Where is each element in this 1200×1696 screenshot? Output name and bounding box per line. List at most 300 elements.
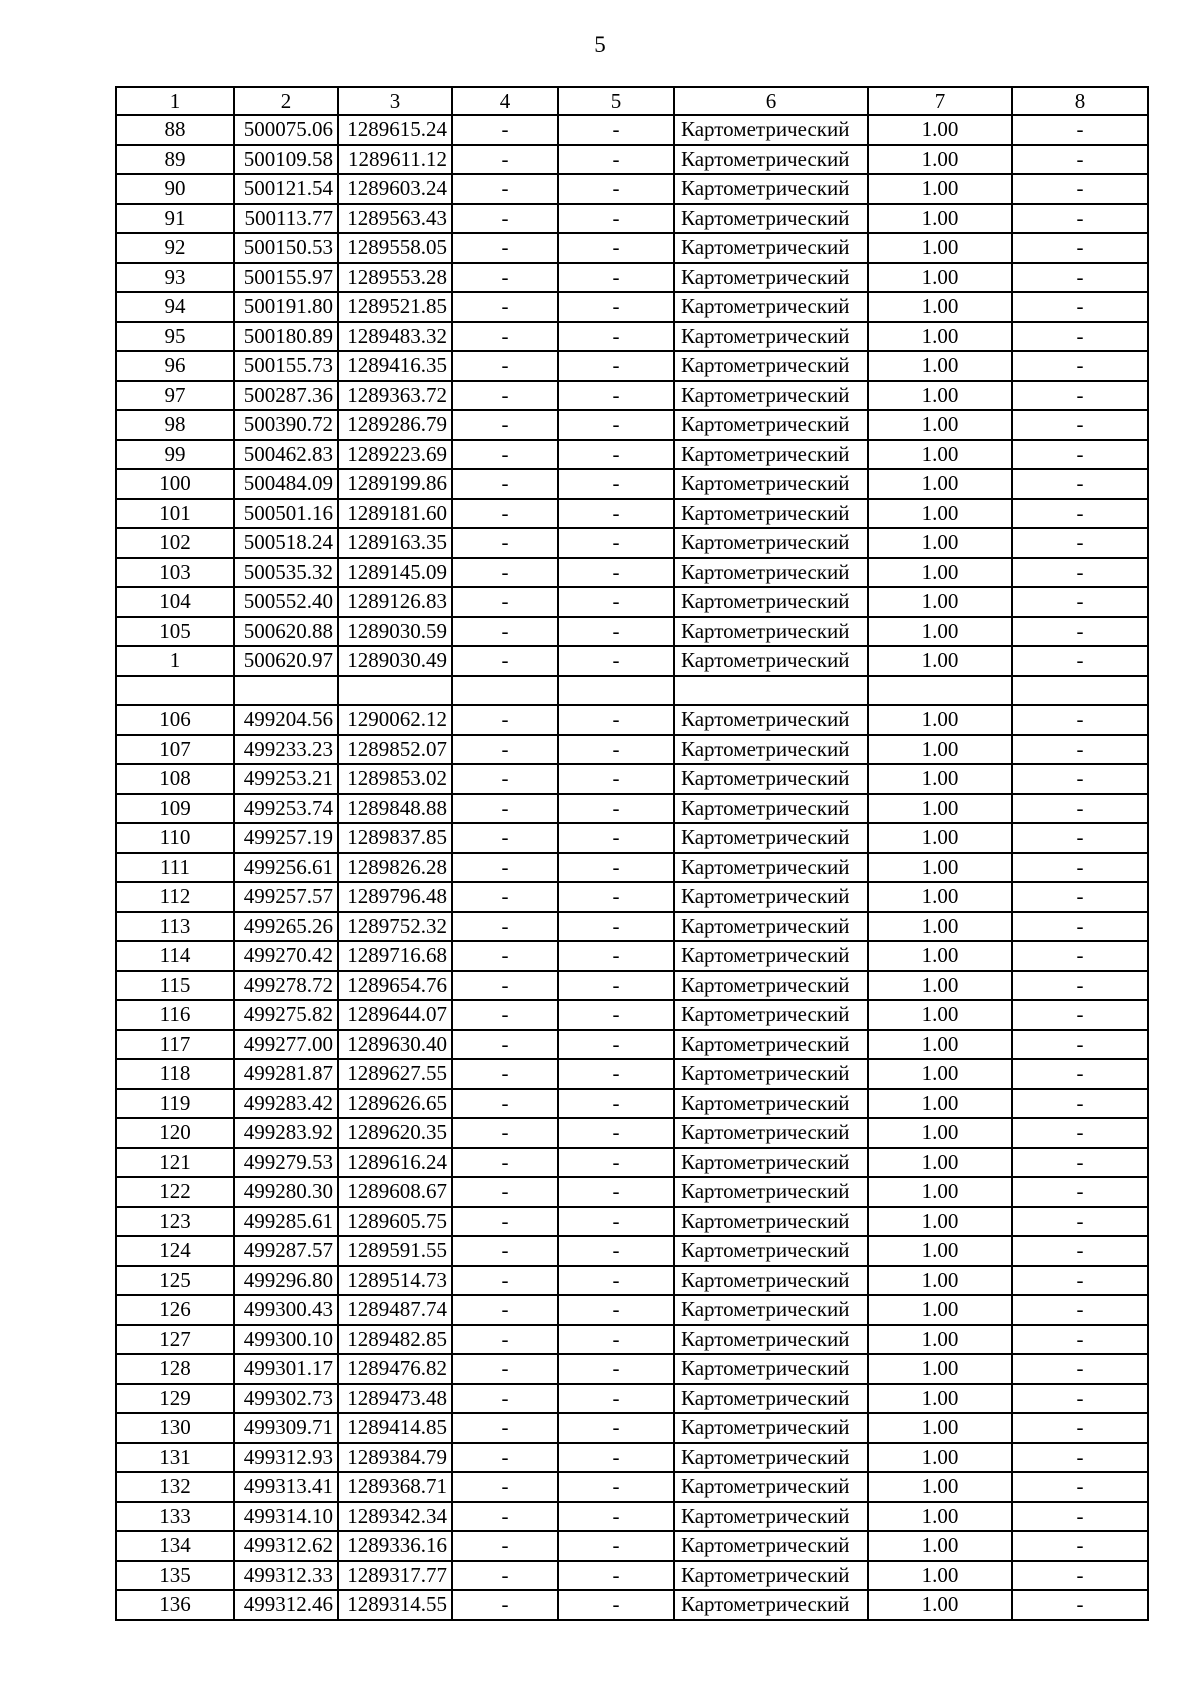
x-coordinate-cell: 500287.36 [234, 381, 338, 411]
col8-cell: - [1012, 469, 1148, 499]
col4-cell: - [452, 941, 558, 971]
method-cell: Картометрический [674, 1089, 868, 1119]
point-number-cell: 94 [116, 292, 234, 322]
x-coordinate-cell: 500121.54 [234, 174, 338, 204]
accuracy-cell: 1.00 [868, 617, 1012, 647]
col5-cell: - [558, 263, 674, 293]
method-cell: Картометрический [674, 1384, 868, 1414]
col4-cell: - [452, 1354, 558, 1384]
col5-cell: - [558, 853, 674, 883]
x-coordinate-cell: 499281.87 [234, 1059, 338, 1089]
point-number-cell: 127 [116, 1325, 234, 1355]
col5-cell: - [558, 882, 674, 912]
accuracy-cell: 1.00 [868, 1236, 1012, 1266]
x-coordinate-cell: 499312.33 [234, 1561, 338, 1591]
method-cell: Картометрический [674, 882, 868, 912]
col8-cell: - [1012, 823, 1148, 853]
y-coordinate-cell: 1289605.75 [338, 1207, 452, 1237]
col8-cell: - [1012, 351, 1148, 381]
col4-cell: - [452, 587, 558, 617]
y-coordinate-cell: 1289286.79 [338, 410, 452, 440]
point-number-cell: 111 [116, 853, 234, 883]
col4-cell [452, 676, 558, 706]
accuracy-cell: 1.00 [868, 233, 1012, 263]
accuracy-cell: 1.00 [868, 469, 1012, 499]
col4-cell: - [452, 1148, 558, 1178]
point-number-cell: 88 [116, 115, 234, 145]
col4-cell: - [452, 115, 558, 145]
col8-cell: - [1012, 263, 1148, 293]
method-cell: Картометрический [674, 1118, 868, 1148]
col5-cell: - [558, 558, 674, 588]
col5-cell: - [558, 528, 674, 558]
table-row [116, 912, 1148, 942]
col8-cell: - [1012, 941, 1148, 971]
method-cell: Картометрический [674, 1177, 868, 1207]
y-coordinate-cell: 1289181.60 [338, 499, 452, 529]
col4-cell: - [452, 853, 558, 883]
x-coordinate-cell: 499283.92 [234, 1118, 338, 1148]
accuracy-cell: 1.00 [868, 587, 1012, 617]
col4-cell: - [452, 1118, 558, 1148]
method-cell: Картометрический [674, 499, 868, 529]
table-row [116, 646, 1148, 676]
table-row [116, 617, 1148, 647]
y-coordinate-cell: 1289627.55 [338, 1059, 452, 1089]
method-cell: Картометрический [674, 971, 868, 1001]
col4-cell: - [452, 1531, 558, 1561]
accuracy-cell: 1.00 [868, 1059, 1012, 1089]
x-coordinate-cell: 500462.83 [234, 440, 338, 470]
x-coordinate-cell: 499253.74 [234, 794, 338, 824]
col5-cell: - [558, 499, 674, 529]
table-row [116, 882, 1148, 912]
col8-cell: - [1012, 115, 1148, 145]
y-coordinate-cell: 1289611.12 [338, 145, 452, 175]
point-number-cell: 106 [116, 705, 234, 735]
table-row [116, 1030, 1148, 1060]
accuracy-cell: 1.00 [868, 1030, 1012, 1060]
point-number-cell: 112 [116, 882, 234, 912]
point-number-cell: 93 [116, 263, 234, 293]
point-number-cell: 113 [116, 912, 234, 942]
x-coordinate-cell: 500620.97 [234, 646, 338, 676]
table-row [116, 145, 1148, 175]
x-coordinate-cell: 500535.32 [234, 558, 338, 588]
table-row [116, 115, 1148, 145]
y-coordinate-cell: 1289163.35 [338, 528, 452, 558]
x-coordinate-cell: 499280.30 [234, 1177, 338, 1207]
method-cell: Картометрический [674, 1502, 868, 1532]
accuracy-cell: 1.00 [868, 1531, 1012, 1561]
col4-cell: - [452, 1266, 558, 1296]
y-coordinate-cell: 1289826.28 [338, 853, 452, 883]
x-coordinate-cell: 500109.58 [234, 145, 338, 175]
col8-cell: - [1012, 1177, 1148, 1207]
y-coordinate-cell: 1289363.72 [338, 381, 452, 411]
col5-cell: - [558, 1502, 674, 1532]
accuracy-cell: 1.00 [868, 1590, 1012, 1620]
col4-cell: - [452, 1236, 558, 1266]
col5-cell: - [558, 764, 674, 794]
x-coordinate-cell: 500620.88 [234, 617, 338, 647]
y-coordinate-cell: 1289416.35 [338, 351, 452, 381]
method-cell: Картометрический [674, 1207, 868, 1237]
accuracy-cell: 1.00 [868, 1413, 1012, 1443]
col4-cell: - [452, 1295, 558, 1325]
point-number-cell: 100 [116, 469, 234, 499]
point-number-cell: 131 [116, 1443, 234, 1473]
method-cell: Картометрический [674, 558, 868, 588]
method-cell: Картометрический [674, 233, 868, 263]
col4-cell: - [452, 1030, 558, 1060]
y-coordinate-cell: 1289473.48 [338, 1384, 452, 1414]
col8-cell: - [1012, 735, 1148, 765]
col8-cell: - [1012, 705, 1148, 735]
y-coordinate-cell: 1289558.05 [338, 233, 452, 263]
col8-cell: - [1012, 1443, 1148, 1473]
col8-cell: - [1012, 292, 1148, 322]
y-coordinate-cell: 1289030.59 [338, 617, 452, 647]
col8-cell: - [1012, 882, 1148, 912]
accuracy-cell: 1.00 [868, 764, 1012, 794]
col4-cell: - [452, 617, 558, 647]
col5-cell: - [558, 1030, 674, 1060]
col5-cell: - [558, 1266, 674, 1296]
x-coordinate-cell: 499301.17 [234, 1354, 338, 1384]
table-row [116, 322, 1148, 352]
col8-cell: - [1012, 764, 1148, 794]
table-row [116, 735, 1148, 765]
y-coordinate-cell: 1289476.82 [338, 1354, 452, 1384]
accuracy-cell: 1.00 [868, 941, 1012, 971]
point-number-cell: 126 [116, 1295, 234, 1325]
col8-cell: - [1012, 1590, 1148, 1620]
x-coordinate-cell [234, 676, 338, 706]
col8-cell: - [1012, 1266, 1148, 1296]
method-cell: Картометрический [674, 617, 868, 647]
method-cell: Картометрический [674, 351, 868, 381]
column-header: 2 [234, 87, 338, 115]
method-cell: Картометрический [674, 1413, 868, 1443]
accuracy-cell: 1.00 [868, 381, 1012, 411]
accuracy-cell: 1.00 [868, 499, 1012, 529]
col8-cell: - [1012, 1059, 1148, 1089]
col8-cell: - [1012, 1148, 1148, 1178]
col8-cell: - [1012, 794, 1148, 824]
accuracy-cell: 1.00 [868, 322, 1012, 352]
col8-cell: - [1012, 853, 1148, 883]
table-row [116, 1561, 1148, 1591]
col5-cell: - [558, 351, 674, 381]
col4-cell: - [452, 1325, 558, 1355]
col4-cell: - [452, 705, 558, 735]
accuracy-cell: 1.00 [868, 823, 1012, 853]
accuracy-cell: 1.00 [868, 1089, 1012, 1119]
col8-cell: - [1012, 558, 1148, 588]
y-coordinate-cell: 1289487.74 [338, 1295, 452, 1325]
x-coordinate-cell: 499313.41 [234, 1472, 338, 1502]
col4-cell: - [452, 823, 558, 853]
col5-cell: - [558, 1236, 674, 1266]
x-coordinate-cell: 499312.93 [234, 1443, 338, 1473]
table-row [116, 1531, 1148, 1561]
col8-cell: - [1012, 145, 1148, 175]
y-coordinate-cell: 1289616.24 [338, 1148, 452, 1178]
point-number-cell: 120 [116, 1118, 234, 1148]
accuracy-cell: 1.00 [868, 1502, 1012, 1532]
point-number-cell: 132 [116, 1472, 234, 1502]
method-cell: Картометрический [674, 322, 868, 352]
col4-cell: - [452, 322, 558, 352]
accuracy-cell: 1.00 [868, 145, 1012, 175]
col4-cell: - [452, 1502, 558, 1532]
table-row [116, 1089, 1148, 1119]
accuracy-cell: 1.00 [868, 1472, 1012, 1502]
coordinates-table [115, 86, 1149, 1621]
col4-cell: - [452, 204, 558, 234]
col8-cell: - [1012, 1030, 1148, 1060]
point-number-cell: 108 [116, 764, 234, 794]
col8-cell: - [1012, 174, 1148, 204]
y-coordinate-cell: 1289368.71 [338, 1472, 452, 1502]
accuracy-cell: 1.00 [868, 292, 1012, 322]
y-coordinate-cell: 1289563.43 [338, 204, 452, 234]
point-number-cell: 115 [116, 971, 234, 1001]
y-coordinate-cell: 1289837.85 [338, 823, 452, 853]
point-number-cell: 123 [116, 1207, 234, 1237]
y-coordinate-cell: 1289317.77 [338, 1561, 452, 1591]
table-row [116, 853, 1148, 883]
col4-cell: - [452, 882, 558, 912]
column-header: 7 [868, 87, 1012, 115]
col4-cell: - [452, 233, 558, 263]
col8-cell: - [1012, 440, 1148, 470]
table-row [116, 1266, 1148, 1296]
accuracy-cell: 1.00 [868, 115, 1012, 145]
col4-cell: - [452, 1089, 558, 1119]
x-coordinate-cell: 499309.71 [234, 1413, 338, 1443]
column-header: 3 [338, 87, 452, 115]
x-coordinate-cell: 499204.56 [234, 705, 338, 735]
x-coordinate-cell: 499253.21 [234, 764, 338, 794]
x-coordinate-cell: 499300.43 [234, 1295, 338, 1325]
y-coordinate-cell: 1289603.24 [338, 174, 452, 204]
y-coordinate-cell [338, 676, 452, 706]
col4-cell: - [452, 292, 558, 322]
x-coordinate-cell: 500552.40 [234, 587, 338, 617]
col5-cell: - [558, 322, 674, 352]
accuracy-cell: 1.00 [868, 882, 1012, 912]
header-row [116, 87, 1148, 115]
method-cell: Картометрический [674, 1561, 868, 1591]
y-coordinate-cell: 1289852.07 [338, 735, 452, 765]
accuracy-cell: 1.00 [868, 1000, 1012, 1030]
col8-cell: - [1012, 971, 1148, 1001]
method-cell: Картометрический [674, 646, 868, 676]
col8-cell: - [1012, 1413, 1148, 1443]
accuracy-cell: 1.00 [868, 558, 1012, 588]
method-cell: Картометрический [674, 1148, 868, 1178]
x-coordinate-cell: 500150.53 [234, 233, 338, 263]
accuracy-cell: 1.00 [868, 853, 1012, 883]
point-number-cell: 110 [116, 823, 234, 853]
point-number-cell: 99 [116, 440, 234, 470]
method-cell: Картометрический [674, 853, 868, 883]
col4-cell: - [452, 1413, 558, 1443]
col8-cell: - [1012, 1354, 1148, 1384]
col4-cell: - [452, 971, 558, 1001]
col5-cell: - [558, 1561, 674, 1591]
col5-cell [558, 676, 674, 706]
table-row [116, 469, 1148, 499]
table-row [116, 528, 1148, 558]
method-cell [674, 676, 868, 706]
table-row [116, 1384, 1148, 1414]
col5-cell: - [558, 617, 674, 647]
col8-cell: - [1012, 322, 1148, 352]
col8-cell: - [1012, 912, 1148, 942]
table-row [116, 705, 1148, 735]
method-cell: Картометрический [674, 1325, 868, 1355]
col8-cell: - [1012, 1502, 1148, 1532]
col4-cell: - [452, 381, 558, 411]
x-coordinate-cell: 499265.26 [234, 912, 338, 942]
table-row [116, 587, 1148, 617]
method-cell: Картометрический [674, 1059, 868, 1089]
col4-cell: - [452, 440, 558, 470]
point-number-cell: 104 [116, 587, 234, 617]
y-coordinate-cell: 1289336.16 [338, 1531, 452, 1561]
accuracy-cell: 1.00 [868, 912, 1012, 942]
col8-cell: - [1012, 410, 1148, 440]
table-row [116, 263, 1148, 293]
method-cell: Картометрический [674, 1295, 868, 1325]
accuracy-cell: 1.00 [868, 263, 1012, 293]
accuracy-cell: 1.00 [868, 971, 1012, 1001]
col4-cell: - [452, 1384, 558, 1414]
y-coordinate-cell: 1289752.32 [338, 912, 452, 942]
point-number-cell: 136 [116, 1590, 234, 1620]
col4-cell: - [452, 912, 558, 942]
col4-cell: - [452, 1561, 558, 1591]
x-coordinate-cell: 499270.42 [234, 941, 338, 971]
x-coordinate-cell: 500075.06 [234, 115, 338, 145]
col4-cell: - [452, 499, 558, 529]
col8-cell: - [1012, 1472, 1148, 1502]
table-row [116, 1325, 1148, 1355]
table-row [116, 233, 1148, 263]
table-row [116, 1000, 1148, 1030]
table-row [116, 174, 1148, 204]
method-cell: Картометрический [674, 528, 868, 558]
col5-cell: - [558, 1089, 674, 1119]
x-coordinate-cell: 499257.19 [234, 823, 338, 853]
point-number-cell: 102 [116, 528, 234, 558]
accuracy-cell: 1.00 [868, 1295, 1012, 1325]
method-cell: Картометрический [674, 1472, 868, 1502]
method-cell: Картометрический [674, 705, 868, 735]
accuracy-cell: 1.00 [868, 1148, 1012, 1178]
point-number-cell: 121 [116, 1148, 234, 1178]
accuracy-cell: 1.00 [868, 1177, 1012, 1207]
method-cell: Картометрический [674, 794, 868, 824]
col4-cell: - [452, 1472, 558, 1502]
point-number-cell: 128 [116, 1354, 234, 1384]
y-coordinate-cell: 1289553.28 [338, 263, 452, 293]
y-coordinate-cell: 1289716.68 [338, 941, 452, 971]
table-row [116, 410, 1148, 440]
col8-cell: - [1012, 646, 1148, 676]
col4-cell: - [452, 558, 558, 588]
method-cell: Картометрический [674, 941, 868, 971]
point-number-cell: 119 [116, 1089, 234, 1119]
x-coordinate-cell: 500501.16 [234, 499, 338, 529]
col4-cell: - [452, 1207, 558, 1237]
point-number-cell: 90 [116, 174, 234, 204]
point-number-cell: 98 [116, 410, 234, 440]
col4-cell: - [452, 794, 558, 824]
accuracy-cell: 1.00 [868, 1384, 1012, 1414]
y-coordinate-cell: 1289514.73 [338, 1266, 452, 1296]
point-number-cell: 129 [116, 1384, 234, 1414]
x-coordinate-cell: 500191.80 [234, 292, 338, 322]
col4-cell: - [452, 263, 558, 293]
point-number-cell: 1 [116, 646, 234, 676]
column-header: 8 [1012, 87, 1148, 115]
point-number-cell: 135 [116, 1561, 234, 1591]
accuracy-cell: 1.00 [868, 1443, 1012, 1473]
y-coordinate-cell: 1289199.86 [338, 469, 452, 499]
column-header: 1 [116, 87, 234, 115]
column-header: 4 [452, 87, 558, 115]
accuracy-cell: 1.00 [868, 1325, 1012, 1355]
y-coordinate-cell: 1289145.09 [338, 558, 452, 588]
method-cell: Картометрический [674, 204, 868, 234]
col5-cell: - [558, 1118, 674, 1148]
table-row [116, 1443, 1148, 1473]
point-number-cell: 101 [116, 499, 234, 529]
point-number-cell: 92 [116, 233, 234, 263]
method-cell: Картометрический [674, 440, 868, 470]
col8-cell: - [1012, 204, 1148, 234]
x-coordinate-cell: 499275.82 [234, 1000, 338, 1030]
col5-cell: - [558, 1590, 674, 1620]
x-coordinate-cell: 499296.80 [234, 1266, 338, 1296]
x-coordinate-cell: 500390.72 [234, 410, 338, 440]
col8-cell [1012, 676, 1148, 706]
accuracy-cell: 1.00 [868, 440, 1012, 470]
x-coordinate-cell: 500155.73 [234, 351, 338, 381]
col5-cell: - [558, 233, 674, 263]
col4-cell: - [452, 410, 558, 440]
y-coordinate-cell: 1289126.83 [338, 587, 452, 617]
table-row [116, 1354, 1148, 1384]
col8-cell: - [1012, 1325, 1148, 1355]
point-number-cell [116, 676, 234, 706]
method-cell: Картометрический [674, 410, 868, 440]
x-coordinate-cell: 499283.42 [234, 1089, 338, 1119]
point-number-cell: 109 [116, 794, 234, 824]
col5-cell: - [558, 381, 674, 411]
y-coordinate-cell: 1289482.85 [338, 1325, 452, 1355]
col5-cell: - [558, 1325, 674, 1355]
col8-cell: - [1012, 1295, 1148, 1325]
x-coordinate-cell: 499257.57 [234, 882, 338, 912]
col5-cell: - [558, 115, 674, 145]
table-row [116, 1059, 1148, 1089]
accuracy-cell: 1.00 [868, 351, 1012, 381]
